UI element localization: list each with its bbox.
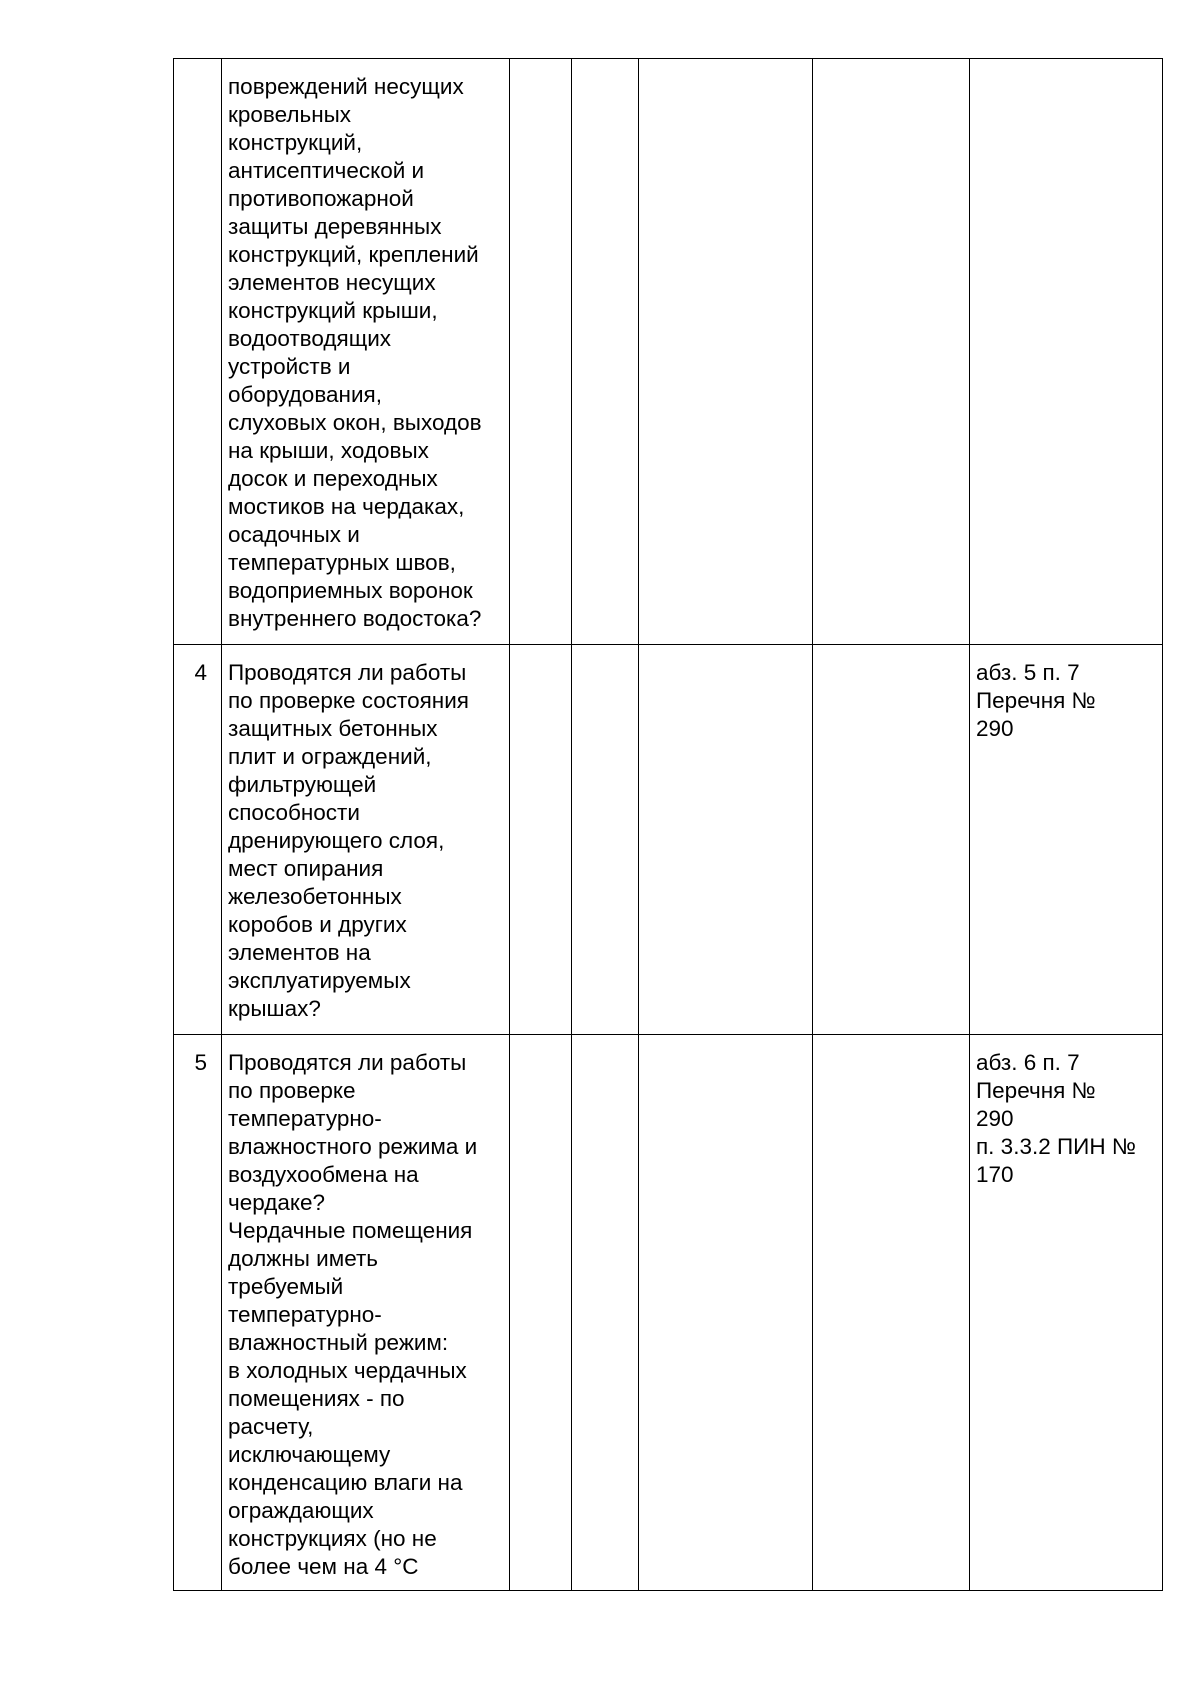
question-text-line: расчету,	[228, 1414, 314, 1439]
empty-cell	[572, 59, 639, 645]
reference-text-line: 290	[976, 1106, 1014, 1131]
table-row	[174, 59, 1163, 645]
question-text-line: Проводятся ли работы	[228, 660, 467, 685]
reference-text-line: Перечня №	[976, 1078, 1096, 1103]
question-text-line: оборудования,	[228, 382, 382, 407]
question-text-line: фильтрующей	[228, 772, 377, 797]
question-text-line: конструкций, креплений	[228, 242, 479, 267]
question-text-line: элементов несущих	[228, 270, 436, 295]
question-text-line: внутреннего водостока?	[228, 606, 482, 631]
question-text-line: Проводятся ли работы	[228, 1050, 467, 1075]
question-text-line: температурно-	[228, 1106, 382, 1131]
empty-cell	[639, 645, 813, 1035]
question-text-line: в холодных чердачных	[228, 1358, 467, 1383]
question-text-line: помещениях - по	[228, 1386, 405, 1411]
reference-cell	[970, 59, 1163, 645]
question-text-line: дренирующего слоя,	[228, 828, 445, 853]
question-cell	[222, 645, 510, 1035]
question-text-line: слуховых окон, выходов	[228, 410, 482, 435]
question-text-line: кровельных	[228, 102, 352, 127]
question-text-line: способности	[228, 800, 360, 825]
question-text-line: более чем на 4 °С	[228, 1554, 419, 1579]
question-text-line: конструкций крыши,	[228, 298, 438, 323]
question-text-line: плит и ограждений,	[228, 744, 432, 769]
reference-text-line: абз. 6 п. 7	[976, 1050, 1080, 1075]
question-text-line: конденсацию влаги на	[228, 1470, 463, 1495]
question-text-line: требуемый	[228, 1274, 344, 1299]
question-text-line: чердаке?	[228, 1190, 325, 1215]
reference-text-line: 290	[976, 716, 1014, 741]
empty-cell	[510, 645, 572, 1035]
question-text-line: эксплуатируемых	[228, 968, 411, 993]
question-text-line: крышах?	[228, 996, 321, 1021]
checklist-table	[173, 58, 1163, 1591]
row-number: 4	[194, 660, 207, 685]
question-text-line: влажностный режим:	[228, 1330, 449, 1355]
question-text-line: досок и переходных	[228, 466, 438, 491]
question-text-line: исключающему	[228, 1442, 391, 1467]
question-text-line: Чердачные помещения	[228, 1218, 473, 1243]
reference-text-line: п. 3.3.2 ПИН №	[976, 1134, 1136, 1159]
empty-cell	[510, 1035, 572, 1591]
question-text-line: должны иметь	[228, 1246, 379, 1271]
row-number: 5	[194, 1050, 207, 1075]
question-text-line: защиты деревянных	[228, 214, 442, 239]
question-text-line: конструкциях (но не	[228, 1526, 437, 1551]
row-number-cell	[174, 59, 222, 645]
question-text-line: мостиков на чердаках,	[228, 494, 465, 519]
question-text-line: мест опирания	[228, 856, 384, 881]
table-row	[174, 645, 1163, 1035]
reference-text-line: 170	[976, 1162, 1014, 1187]
question-text-line: на крыши, ходовых	[228, 438, 429, 463]
question-text-line: водоотводящих	[228, 326, 392, 351]
question-text-line: повреждений несущих	[228, 74, 464, 99]
question-text-line: устройств и	[228, 354, 351, 379]
question-text-line: элементов на	[228, 940, 371, 965]
question-text-line: антисептической и	[228, 158, 425, 183]
question-text-line: защитных бетонных	[228, 716, 438, 741]
question-text-line: водоприемных воронок	[228, 578, 473, 603]
question-text-line: ограждающих	[228, 1498, 374, 1523]
question-text-line: коробов и других	[228, 912, 407, 937]
empty-cell	[510, 59, 572, 645]
question-text-line: осадочных и	[228, 522, 360, 547]
table-row	[174, 1035, 1163, 1591]
question-cell	[222, 1035, 510, 1591]
table-body	[174, 59, 1163, 1591]
question-text-line: влажностного режима и	[228, 1134, 478, 1159]
reference-cell	[970, 645, 1163, 1035]
row-number-cell	[174, 1035, 222, 1591]
reference-cell	[970, 1035, 1163, 1591]
empty-cell	[813, 1035, 970, 1591]
question-cell	[222, 59, 510, 645]
question-text-line: по проверке состояния	[228, 688, 469, 713]
empty-cell	[572, 645, 639, 1035]
row-number-cell	[174, 645, 222, 1035]
question-text-line: по проверке	[228, 1078, 356, 1103]
question-text-line: температурно-	[228, 1302, 382, 1327]
empty-cell	[813, 645, 970, 1035]
empty-cell	[813, 59, 970, 645]
empty-cell	[572, 1035, 639, 1591]
question-text-line: воздухообмена на	[228, 1162, 419, 1187]
question-text-line: температурных швов,	[228, 550, 456, 575]
empty-cell	[639, 1035, 813, 1591]
empty-cell	[639, 59, 813, 645]
question-text-line: противопожарной	[228, 186, 414, 211]
question-text-line: конструкций,	[228, 130, 363, 155]
question-text-line: железобетонных	[228, 884, 402, 909]
reference-text-line: Перечня №	[976, 688, 1096, 713]
reference-text-line: абз. 5 п. 7	[976, 660, 1080, 685]
